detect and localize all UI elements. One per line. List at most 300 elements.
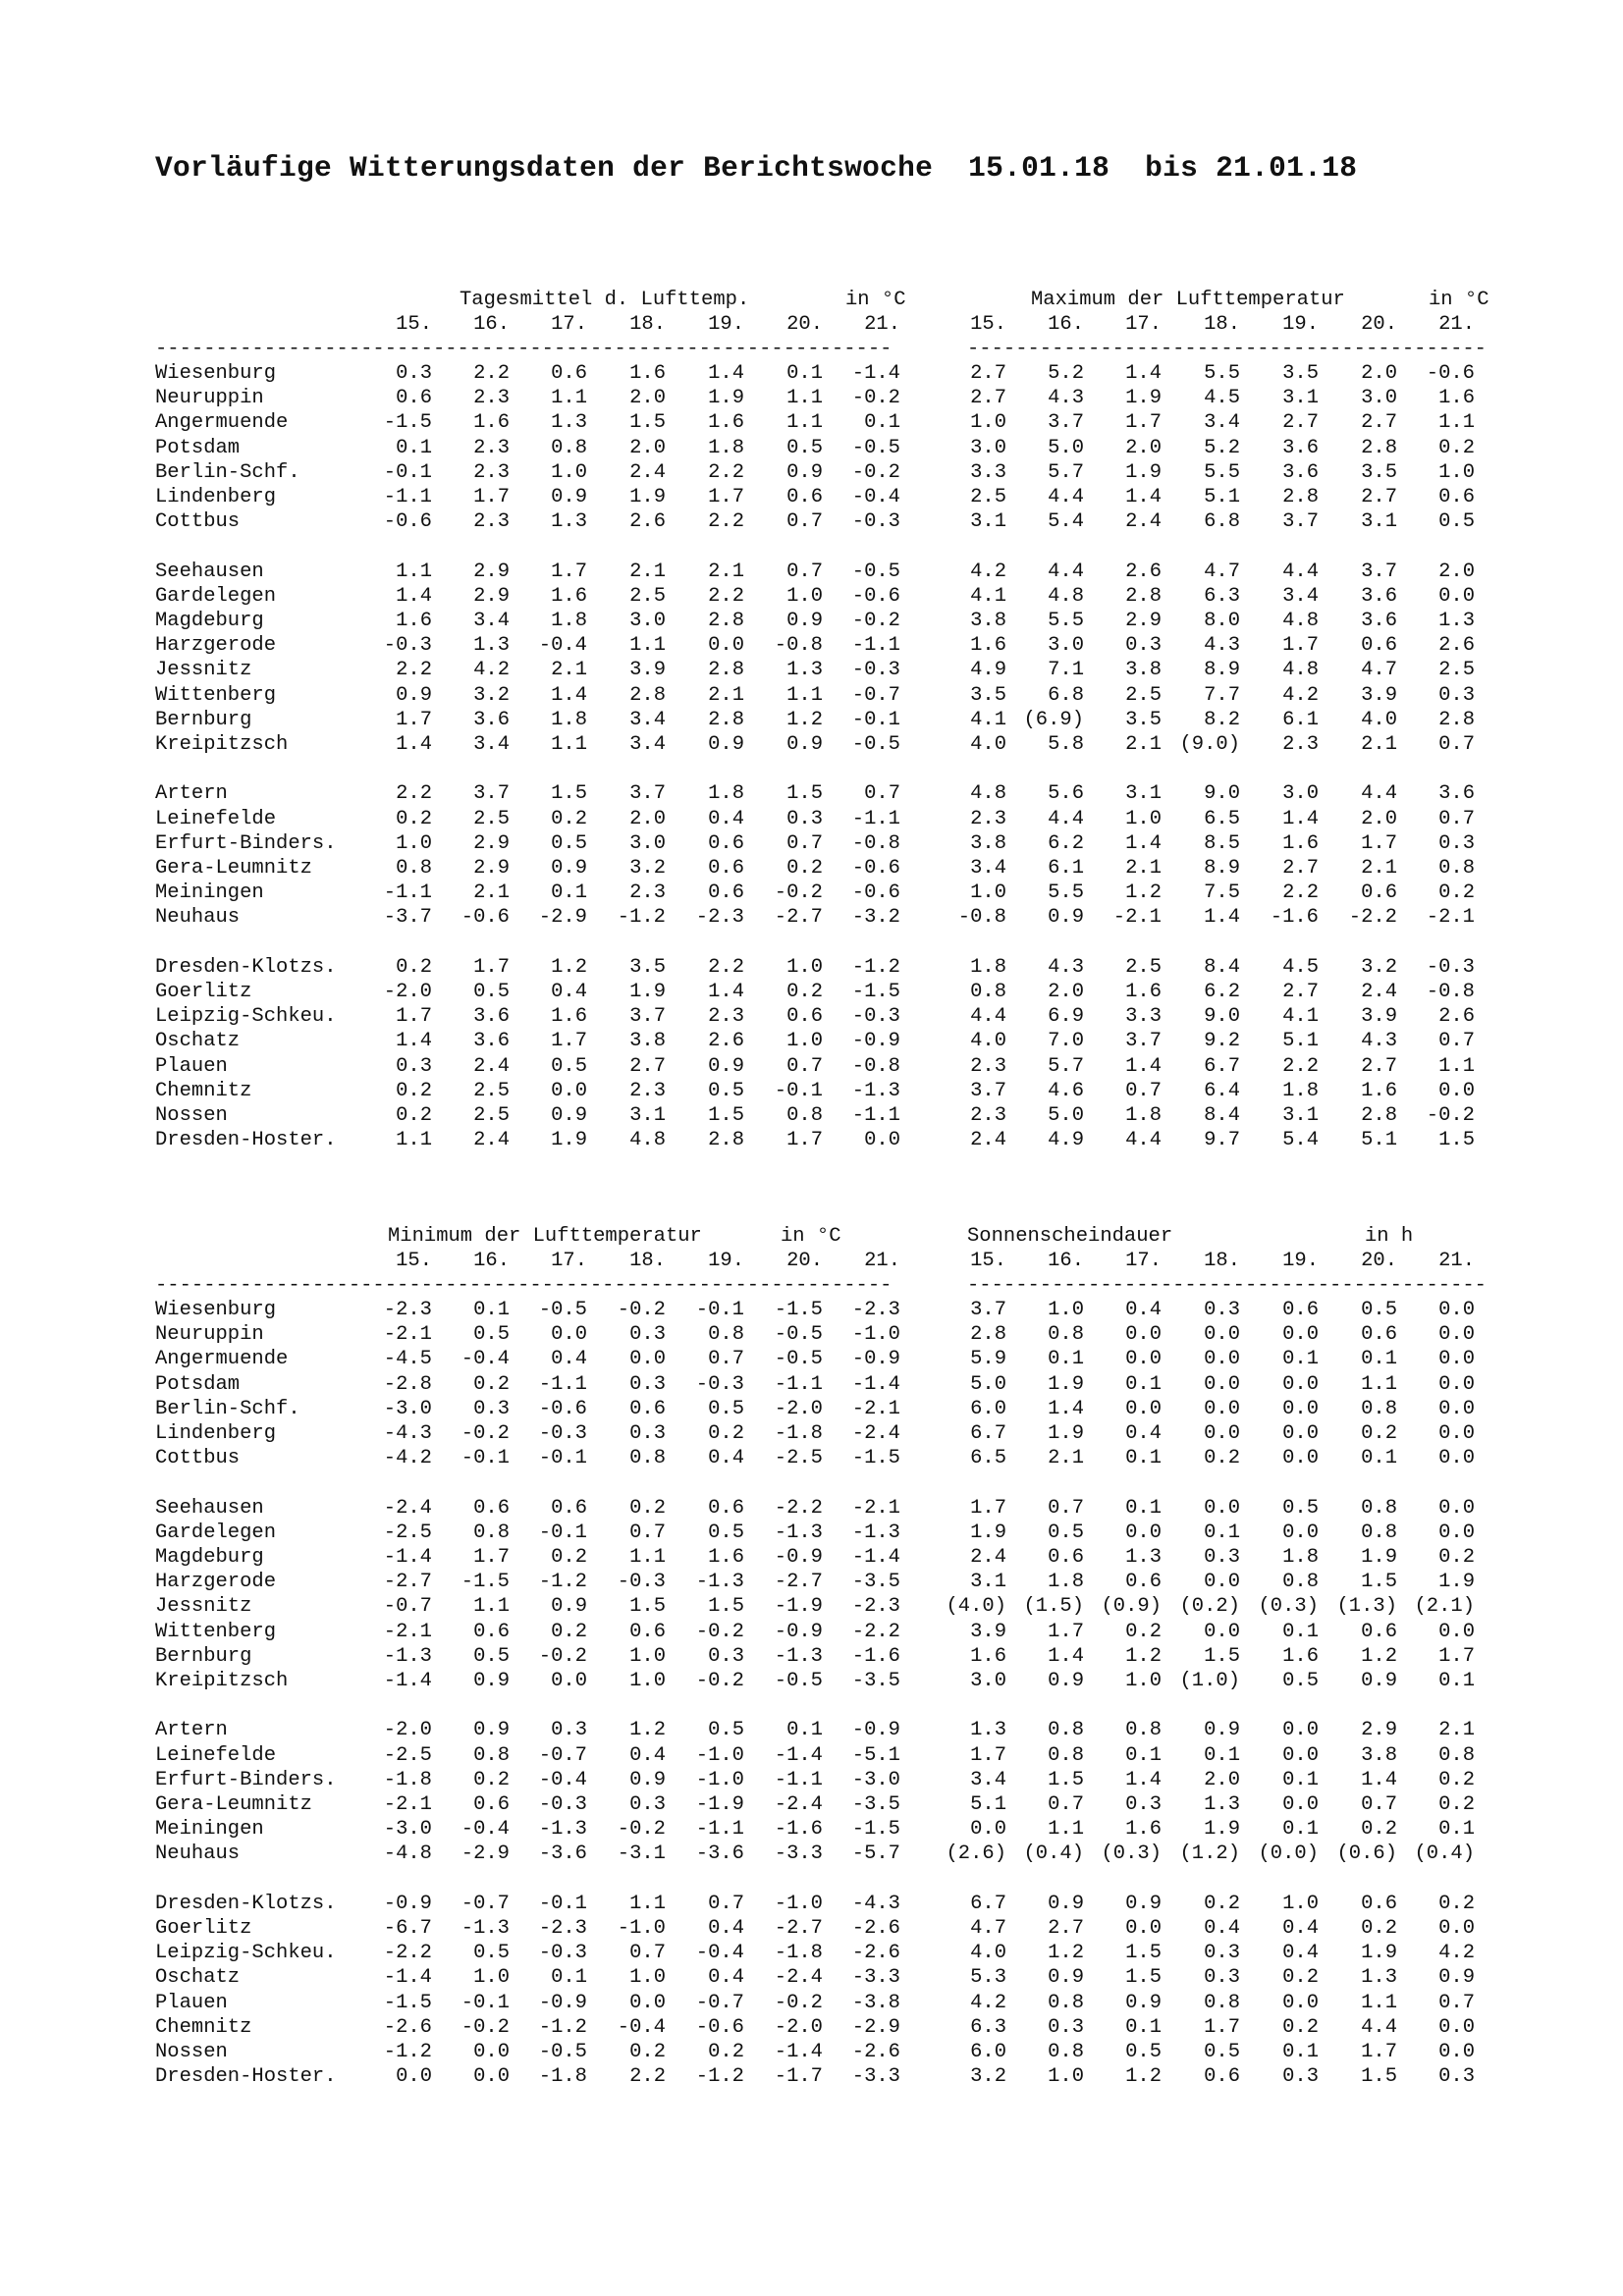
value-cell: 0.2 <box>1438 1893 1475 1915</box>
value-cell: 0.0 <box>1282 1719 1319 1741</box>
value-cell: 0.8 <box>1282 1571 1319 1593</box>
value-cell: 1.1 <box>1438 1055 1475 1078</box>
value-cell: 6.8 <box>1204 510 1240 533</box>
value-cell: -0.5 <box>774 1670 823 1692</box>
value-cell: 3.4 <box>970 857 1006 880</box>
left-table-unit: in °C <box>781 1225 841 1248</box>
day-header: 16. <box>1048 313 1084 336</box>
value-cell: 2.1 <box>1125 733 1162 756</box>
value-cell: 0.9 <box>786 733 823 756</box>
value-cell: 4.9 <box>1048 1129 1084 1151</box>
value-cell: 0.0 <box>551 1080 587 1102</box>
value-cell: -0.2 <box>851 461 900 484</box>
value-cell: 0.3 <box>473 1398 510 1420</box>
value-cell: 1.2 <box>786 709 823 731</box>
value-cell: 0.0 <box>1438 2041 1475 2063</box>
value-cell: 2.8 <box>708 709 744 731</box>
value-cell: 8.0 <box>1204 610 1240 632</box>
value-cell: 0.3 <box>1438 2065 1475 2088</box>
value-cell: 2.7 <box>1048 1917 1084 1940</box>
value-cell: 0.0 <box>396 2065 432 2088</box>
value-cell: 2.3 <box>708 1005 744 1028</box>
value-cell: 0.9 <box>1438 1966 1475 1989</box>
table-row <box>0 1397 1623 1421</box>
value-cell: 0.0 <box>1204 1323 1240 1346</box>
station-name: Goerlitz <box>155 981 252 1003</box>
value-cell: 0.2 <box>629 2041 666 2063</box>
value-cell: (0.3) <box>1101 1842 1162 1865</box>
station-name: Leipzig-Schkeu. <box>155 1942 337 1964</box>
value-cell: 0.8 <box>473 1744 510 1767</box>
value-cell: -1.2 <box>851 956 900 979</box>
value-cell: 0.2 <box>473 1373 510 1396</box>
value-cell: -1.8 <box>383 1769 432 1791</box>
value-cell: 1.0 <box>473 1966 510 1989</box>
value-cell: 1.5 <box>1361 1571 1397 1593</box>
value-cell: -3.3 <box>851 1966 900 1989</box>
value-cell: 4.2 <box>473 659 510 681</box>
value-cell: -0.1 <box>538 1447 587 1469</box>
value-cell: 6.9 <box>1048 1005 1084 1028</box>
value-cell: 4.7 <box>1361 659 1397 681</box>
value-cell: 0.0 <box>1125 1323 1162 1346</box>
value-cell: 0.7 <box>708 1893 744 1915</box>
station-name: Bernburg <box>155 1645 252 1668</box>
value-cell: 1.0 <box>1282 1893 1319 1915</box>
value-cell: 4.5 <box>1282 956 1319 979</box>
value-cell: 3.5 <box>1282 362 1319 385</box>
value-cell: 2.8 <box>708 1129 744 1151</box>
value-cell: 0.6 <box>1361 634 1397 657</box>
value-cell: 1.7 <box>473 486 510 508</box>
value-cell: 0.1 <box>473 1299 510 1321</box>
value-cell: 0.1 <box>1282 2041 1319 2063</box>
value-cell: -0.4 <box>851 486 900 508</box>
value-cell: 1.7 <box>1125 411 1162 434</box>
table-row <box>0 560 1623 584</box>
value-cell: 1.1 <box>629 634 666 657</box>
value-cell: -2.7 <box>383 1571 432 1593</box>
value-cell: 0.1 <box>551 881 587 904</box>
value-cell: 0.6 <box>786 486 823 508</box>
table-row <box>0 1743 1623 1768</box>
value-cell: -0.9 <box>851 1030 900 1052</box>
value-cell: 0.5 <box>1438 510 1475 533</box>
value-cell: 4.2 <box>970 561 1006 583</box>
value-cell: 2.7 <box>1282 981 1319 1003</box>
value-cell: 2.9 <box>1125 610 1162 632</box>
table-row <box>0 1079 1623 1103</box>
value-cell: 1.9 <box>1361 1546 1397 1569</box>
table-row <box>0 1496 1623 1521</box>
value-cell: -1.0 <box>774 1893 823 1915</box>
day-header: 15. <box>396 1250 432 1272</box>
value-cell: -1.6 <box>1270 906 1319 929</box>
station-name: Cottbus <box>155 510 241 533</box>
value-cell: -1.5 <box>851 981 900 1003</box>
value-cell: 3.6 <box>1282 437 1319 459</box>
value-cell: -2.5 <box>383 1744 432 1767</box>
table-row <box>0 460 1623 485</box>
value-cell: 0.0 <box>1204 1373 1240 1396</box>
value-cell: -0.1 <box>695 1299 744 1321</box>
value-cell: 6.1 <box>1282 709 1319 731</box>
value-cell: 3.6 <box>473 1005 510 1028</box>
value-cell: 1.0 <box>1125 808 1162 830</box>
value-cell: 4.5 <box>1204 387 1240 409</box>
right-table-unit: in h <box>1365 1225 1414 1248</box>
value-cell: 4.9 <box>970 659 1006 681</box>
value-cell: 0.9 <box>551 486 587 508</box>
value-cell: 6.3 <box>1204 585 1240 608</box>
day-header: 19. <box>708 313 744 336</box>
value-cell: 0.0 <box>551 1670 587 1692</box>
value-cell: 6.7 <box>970 1422 1006 1445</box>
station-name: Harzgerode <box>155 634 277 657</box>
value-cell: 1.7 <box>1361 832 1397 855</box>
value-cell: 1.8 <box>708 782 744 805</box>
table-row <box>0 708 1623 732</box>
value-cell: 0.6 <box>1361 881 1397 904</box>
value-cell: -1.4 <box>851 362 900 385</box>
table-row <box>0 1128 1623 1152</box>
value-cell: 3.1 <box>970 510 1006 533</box>
value-cell: 0.8 <box>786 1104 823 1127</box>
value-cell: 0.0 <box>629 1348 666 1370</box>
value-cell: 1.7 <box>396 1005 432 1028</box>
value-cell: -0.2 <box>460 1422 510 1445</box>
value-cell: 4.0 <box>970 1030 1006 1052</box>
value-cell: 0.2 <box>786 981 823 1003</box>
value-cell: -0.2 <box>851 610 900 632</box>
table-row <box>0 1644 1623 1669</box>
value-cell: -0.2 <box>617 1818 666 1841</box>
value-cell: 0.0 <box>1438 1917 1475 1940</box>
value-cell: 2.7 <box>1282 411 1319 434</box>
value-cell: 3.1 <box>629 1104 666 1127</box>
value-cell: 2.3 <box>629 1080 666 1102</box>
value-cell: 2.3 <box>473 461 510 484</box>
value-cell: -2.7 <box>774 906 823 929</box>
day-header: 17. <box>551 1250 587 1272</box>
value-cell: 0.6 <box>473 1621 510 1643</box>
value-cell: 0.2 <box>551 1546 587 1569</box>
value-cell: -2.2 <box>851 1621 900 1643</box>
value-cell: 5.3 <box>970 1966 1006 1989</box>
value-cell: 1.4 <box>1048 1398 1084 1420</box>
value-cell: 0.4 <box>708 1447 744 1469</box>
value-cell: -3.3 <box>851 2065 900 2088</box>
value-cell: 8.4 <box>1204 956 1240 979</box>
value-cell: 3.0 <box>629 832 666 855</box>
value-cell: -2.3 <box>538 1917 587 1940</box>
value-cell: 5.1 <box>1361 1129 1397 1151</box>
value-cell: 2.1 <box>1438 1719 1475 1741</box>
value-cell: 2.5 <box>970 486 1006 508</box>
caption-row <box>0 288 1623 312</box>
value-cell: -1.5 <box>383 1992 432 2014</box>
value-cell: 0.6 <box>1361 1323 1397 1346</box>
table-row <box>0 1421 1623 1446</box>
table-row <box>0 1347 1623 1371</box>
value-cell: 0.2 <box>473 1769 510 1791</box>
value-cell: 2.2 <box>1282 881 1319 904</box>
value-cell: 0.2 <box>1125 1621 1162 1643</box>
value-cell: -0.1 <box>460 1992 510 2014</box>
value-cell: 0.3 <box>708 1645 744 1668</box>
value-cell: -2.3 <box>851 1595 900 1618</box>
value-cell: -0.9 <box>383 1893 432 1915</box>
right-table-unit: in °C <box>1429 289 1489 311</box>
value-cell: 3.7 <box>970 1299 1006 1321</box>
value-cell: 2.9 <box>473 832 510 855</box>
value-cell: 2.8 <box>970 1323 1006 1346</box>
value-cell: 2.7 <box>970 387 1006 409</box>
value-cell: 1.9 <box>1125 387 1162 409</box>
value-cell: 6.2 <box>1048 832 1084 855</box>
station-name: Nossen <box>155 2041 228 2063</box>
value-cell: 0.3 <box>396 362 432 385</box>
value-cell: 0.1 <box>864 411 900 434</box>
value-cell: 0.0 <box>1282 1323 1319 1346</box>
value-cell: 0.7 <box>629 1522 666 1544</box>
value-cell: -0.2 <box>774 1992 823 2014</box>
value-cell: 0.1 <box>1125 1744 1162 1767</box>
value-cell: 0.2 <box>551 808 587 830</box>
day-header: 15. <box>970 313 1006 336</box>
value-cell: 2.1 <box>473 881 510 904</box>
value-cell: 4.1 <box>970 709 1006 731</box>
value-cell: -3.6 <box>538 1842 587 1865</box>
value-cell: 0.0 <box>473 2065 510 2088</box>
table-row <box>0 485 1623 509</box>
dashed-rule: ------------------------------------------- <box>967 1274 1487 1297</box>
page-title: Vorläufige Witterungsdaten der Berichtswoche 15.01.18 bis 21.01.18 <box>155 151 1358 185</box>
value-cell: -0.3 <box>851 659 900 681</box>
value-cell: 2.2 <box>708 510 744 533</box>
value-cell: 1.1 <box>551 733 587 756</box>
value-cell: 1.4 <box>708 981 744 1003</box>
value-cell: 3.7 <box>1048 411 1084 434</box>
value-cell: 0.5 <box>1125 2041 1162 2063</box>
value-cell: 5.0 <box>970 1373 1006 1396</box>
table-row <box>0 1322 1623 1347</box>
value-cell: -2.1 <box>1112 906 1162 929</box>
value-cell: 1.1 <box>1361 1373 1397 1396</box>
station-name: Jessnitz <box>155 1595 252 1618</box>
value-cell: (1.3) <box>1336 1595 1397 1618</box>
value-cell: 0.2 <box>396 956 432 979</box>
value-cell: 2.0 <box>629 437 666 459</box>
value-cell: 1.0 <box>970 411 1006 434</box>
value-cell: -1.1 <box>538 1373 587 1396</box>
day-header: 20. <box>1361 313 1397 336</box>
value-cell: -2.0 <box>383 981 432 1003</box>
value-cell: -1.5 <box>383 411 432 434</box>
value-cell: 1.9 <box>1048 1422 1084 1445</box>
value-cell: 7.5 <box>1204 881 1240 904</box>
value-cell: 3.3 <box>1125 1005 1162 1028</box>
value-cell: 0.1 <box>1282 1818 1319 1841</box>
value-cell: 0.0 <box>1438 1348 1475 1370</box>
value-cell: 0.7 <box>1125 1080 1162 1102</box>
value-cell: -0.4 <box>538 634 587 657</box>
value-cell: 1.2 <box>629 1719 666 1741</box>
value-cell: -2.1 <box>383 1793 432 1816</box>
value-cell: 3.9 <box>1361 684 1397 707</box>
value-cell: 1.0 <box>786 585 823 608</box>
value-cell: -2.0 <box>774 1398 823 1420</box>
value-cell: 0.1 <box>1204 1744 1240 1767</box>
value-cell: 0.2 <box>1204 1447 1240 1469</box>
value-cell: 0.0 <box>1204 1497 1240 1520</box>
value-cell: -2.1 <box>383 1621 432 1643</box>
value-cell: 0.2 <box>629 1497 666 1520</box>
value-cell: -0.1 <box>851 709 900 731</box>
value-cell: 1.6 <box>708 411 744 434</box>
station-name: Artern <box>155 782 228 805</box>
value-cell: -0.4 <box>617 2016 666 2039</box>
value-cell: -0.2 <box>617 1299 666 1321</box>
day-header: 17. <box>1125 313 1162 336</box>
value-cell: 0.8 <box>1048 1719 1084 1741</box>
value-cell: 0.8 <box>1204 1992 1240 2014</box>
value-cell: 0.5 <box>1048 1522 1084 1544</box>
value-cell: 0.1 <box>786 1719 823 1741</box>
value-cell: (4.0) <box>946 1595 1006 1618</box>
value-cell: 0.1 <box>551 1966 587 1989</box>
value-cell: 1.4 <box>551 684 587 707</box>
value-cell: 1.5 <box>1438 1129 1475 1151</box>
value-cell: 0.0 <box>1282 1422 1319 1445</box>
value-cell: 1.6 <box>396 610 432 632</box>
value-cell: -2.3 <box>695 906 744 929</box>
value-cell: 3.6 <box>1282 461 1319 484</box>
value-cell: -1.1 <box>695 1818 744 1841</box>
value-cell: 0.8 <box>970 981 1006 1003</box>
value-cell: 0.6 <box>708 857 744 880</box>
value-cell: 0.5 <box>708 1522 744 1544</box>
table-row <box>0 781 1623 806</box>
value-cell: 8.9 <box>1204 857 1240 880</box>
value-cell: 0.9 <box>1048 906 1084 929</box>
value-cell: -1.4 <box>851 1373 900 1396</box>
value-cell: 0.9 <box>396 684 432 707</box>
value-cell: 0.2 <box>1438 1769 1475 1791</box>
value-cell: 0.3 <box>1204 1299 1240 1321</box>
value-cell: 0.6 <box>551 1497 587 1520</box>
value-cell: 1.7 <box>970 1744 1006 1767</box>
value-cell: 4.2 <box>1282 684 1319 707</box>
value-cell: 5.2 <box>1204 437 1240 459</box>
value-cell: 1.6 <box>970 634 1006 657</box>
value-cell: 5.0 <box>1048 1104 1084 1127</box>
station-name: Gardelegen <box>155 1522 277 1544</box>
value-cell: 2.6 <box>629 510 666 533</box>
value-cell: -6.7 <box>383 1917 432 1940</box>
value-cell: 1.9 <box>1204 1818 1240 1841</box>
table-row <box>0 584 1623 609</box>
value-cell: -2.5 <box>383 1522 432 1544</box>
value-cell: -4.2 <box>383 1447 432 1469</box>
value-cell: 3.8 <box>629 1030 666 1052</box>
table-row <box>0 905 1623 930</box>
value-cell: -2.9 <box>851 2016 900 2039</box>
value-cell: 0.5 <box>708 1719 744 1741</box>
value-cell: 0.0 <box>1438 1447 1475 1469</box>
value-cell: 2.4 <box>629 461 666 484</box>
value-cell: 2.1 <box>1361 857 1397 880</box>
value-cell: 3.3 <box>970 461 1006 484</box>
value-cell: 1.3 <box>786 659 823 681</box>
value-cell: 0.7 <box>629 1942 666 1964</box>
value-cell: 0.0 <box>1438 1497 1475 1520</box>
value-cell: 1.0 <box>629 1966 666 1989</box>
value-cell: 0.5 <box>473 1323 510 1346</box>
value-cell: -1.0 <box>695 1769 744 1791</box>
value-cell: 0.3 <box>1204 1546 1240 1569</box>
dashed-rule: ------------------------------------------------------------- <box>155 1274 893 1297</box>
day-header: 21. <box>1438 1250 1475 1272</box>
value-cell: -0.4 <box>695 1942 744 1964</box>
value-cell: 0.7 <box>786 832 823 855</box>
value-cell: -2.1 <box>851 1497 900 1520</box>
value-cell: 0.0 <box>1125 1348 1162 1370</box>
value-cell: -2.7 <box>774 1917 823 1940</box>
value-cell: 3.6 <box>473 709 510 731</box>
value-cell: 2.1 <box>1125 857 1162 880</box>
value-cell: 2.0 <box>629 387 666 409</box>
value-cell: 0.3 <box>1125 634 1162 657</box>
day-header: 16. <box>473 1250 510 1272</box>
value-cell: -2.2 <box>1348 906 1397 929</box>
left-table-unit: in °C <box>845 289 906 311</box>
value-cell: 2.7 <box>1361 486 1397 508</box>
value-cell: 0.6 <box>708 881 744 904</box>
value-cell: -1.8 <box>538 2065 587 2088</box>
value-cell: 3.2 <box>1361 956 1397 979</box>
value-cell: 0.7 <box>1438 808 1475 830</box>
value-cell: 2.5 <box>473 1080 510 1102</box>
table-row <box>0 1792 1623 1817</box>
value-cell: 0.4 <box>1282 1917 1319 1940</box>
value-cell: 0.8 <box>629 1447 666 1469</box>
value-cell: -0.3 <box>1426 956 1475 979</box>
value-cell: -1.6 <box>851 1645 900 1668</box>
value-cell: 0.5 <box>473 1942 510 1964</box>
value-cell: 1.3 <box>551 510 587 533</box>
value-cell: -0.3 <box>538 1942 587 1964</box>
value-cell: -2.9 <box>460 1842 510 1865</box>
value-cell: -1.3 <box>695 1571 744 1593</box>
value-cell: 1.1 <box>786 684 823 707</box>
value-cell: 4.8 <box>970 782 1006 805</box>
value-cell: 3.6 <box>1361 610 1397 632</box>
value-cell: 4.8 <box>1282 610 1319 632</box>
value-cell: 9.0 <box>1204 782 1240 805</box>
value-cell: 2.1 <box>708 561 744 583</box>
value-cell: -0.5 <box>851 437 900 459</box>
day-header: 20. <box>786 313 823 336</box>
value-cell: 2.7 <box>970 362 1006 385</box>
value-cell: 1.8 <box>1125 1104 1162 1127</box>
value-cell: 5.5 <box>1048 610 1084 632</box>
value-cell: -2.2 <box>774 1497 823 1520</box>
value-cell: 5.5 <box>1204 362 1240 385</box>
value-cell: 0.6 <box>1048 1546 1084 1569</box>
value-cell: 1.1 <box>1048 1818 1084 1841</box>
value-cell: 2.1 <box>551 659 587 681</box>
